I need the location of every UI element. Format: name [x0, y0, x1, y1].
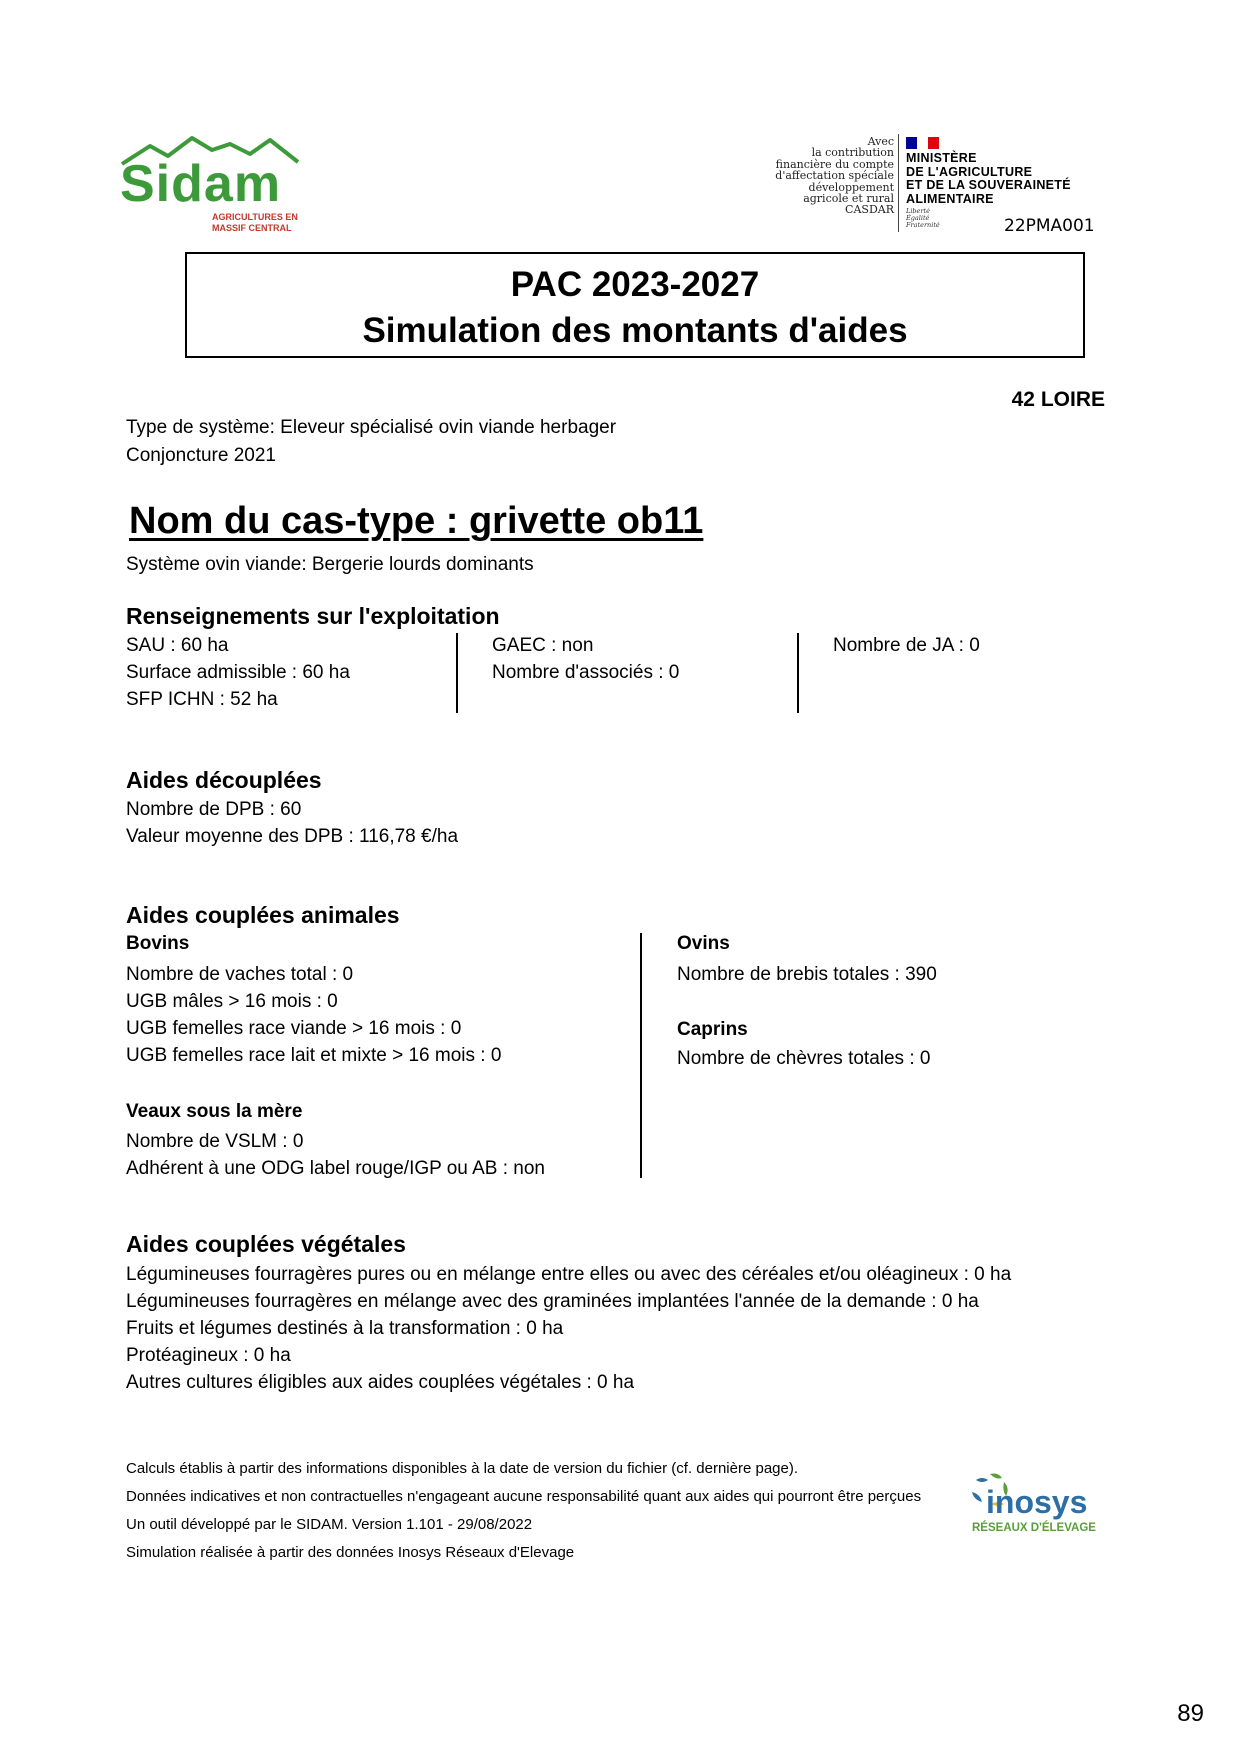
exploitation-col1 [126, 632, 350, 713]
sidam-logo-tagline-2: MASSIF CENTRAL [212, 223, 292, 233]
decoupled-item: Nombre de DPB : 60 [126, 799, 302, 820]
vegetal-item: Légumineuses fourragères en mélange avec des graminées implantées l'année de la demande : 0 ha [126, 1291, 979, 1312]
exploitation-item: GAEC : non [492, 635, 594, 656]
vegetal-list [126, 1261, 1011, 1396]
bovins-heading: Bovins [126, 933, 190, 954]
ministry-line: ET DE LA SOUVERAINETÉ [906, 178, 1071, 192]
casdar-line: financière du compte [775, 157, 894, 171]
ovins-heading: Ovins [677, 933, 730, 954]
ministry-line: ALIMENTAIRE [906, 191, 994, 206]
ministry-line: MINISTÈRE [906, 151, 977, 165]
vegetal-item: Fruits et légumes destinés à la transformation : 0 ha [126, 1318, 564, 1339]
page-title: PAC 2023-2027 [510, 265, 760, 304]
republic-motto [906, 208, 940, 229]
decoupled-heading: Aides découplées [126, 767, 322, 793]
case-system: Système ovin viande: Bergerie lourds dominants [126, 554, 534, 575]
decoupled-item: Valeur moyenne des DPB : 116,78 €/ha [126, 826, 459, 847]
motto-line: Fraternité [906, 221, 940, 229]
column-divider [640, 933, 642, 1178]
sidam-logo [120, 132, 300, 237]
exploitation-heading: Renseignements sur l'exploitation [126, 603, 500, 629]
ministry-line: DE L'AGRICULTURE [906, 164, 1033, 179]
document-code: 22PMA001 [1004, 216, 1095, 236]
bovins-item: UGB femelles race viande > 16 mois : 0 [126, 1018, 462, 1039]
sidam-logo-name: Sidam [120, 155, 282, 213]
footer-note: Un outil développé par le SIDAM. Version 1.101 - 29/08/2022 [126, 1516, 533, 1533]
casdar-line: Avec [867, 135, 894, 148]
bovins-item: Nombre de vaches total : 0 [126, 964, 354, 985]
footer-note: Simulation réalisée à partir des données Inosys Réseaux d'Elevage [126, 1544, 575, 1561]
exploitation-col3 [833, 632, 980, 659]
casdar-line: d'affectation spéciale [775, 169, 894, 183]
animal-heading: Aides couplées animales [126, 902, 400, 928]
casdar-line: CASDAR [845, 203, 894, 217]
footer-note: Calculs établis à partir des informations disponibles à la date de version du fichier (cf. dernière page). [126, 1460, 799, 1477]
bovins-item: UGB mâles > 16 mois : 0 [126, 991, 338, 1012]
title-box [185, 252, 1085, 358]
inosys-logo [968, 1470, 1108, 1540]
marianne-flag-icon [906, 136, 940, 148]
caprins-heading: Caprins [677, 1019, 748, 1040]
conjoncture: Conjoncture 2021 [126, 445, 276, 466]
casdar-line: agricole et rural [803, 192, 894, 206]
casdar-divider [898, 134, 899, 232]
motto-line: Liberté [906, 207, 930, 215]
exploitation-item: Surface admissible : 60 ha [126, 662, 350, 683]
system-type: Type de système: Eleveur spécialisé ovin viande herbager [126, 417, 617, 438]
ovins-item: Nombre de brebis totales : 390 [677, 964, 937, 985]
veaux-item: Nombre de VSLM : 0 [126, 1131, 304, 1152]
footer-note: Données indicatives et non contractuelles n'engageant aucune responsabilité quant aux aides qui pourront être perçues [126, 1488, 922, 1505]
column-divider [797, 633, 799, 713]
veaux-heading: Veaux sous la mère [126, 1101, 303, 1122]
vegetal-item: Protéagineux : 0 ha [126, 1345, 291, 1366]
exploitation-item: Nombre d'associés : 0 [492, 662, 680, 683]
vegetal-heading: Aides couplées végétales [126, 1231, 406, 1257]
casdar-text [775, 136, 894, 216]
vegetal-item: Autres cultures éligibles aux aides couplées végétales : 0 ha [126, 1372, 635, 1393]
exploitation-item: Nombre de JA : 0 [833, 635, 980, 656]
veaux-item: Adhérent à une ODG label rouge/IGP ou AB : non [126, 1158, 545, 1179]
bovins-list [126, 961, 501, 1069]
footer-notes [126, 1455, 956, 1567]
caprins-item: Nombre de chèvres totales : 0 [677, 1048, 931, 1069]
inosys-logo-subtitle: RÉSEAUX D'ÉLEVAGE [972, 1522, 1096, 1534]
exploitation-col2 [492, 632, 679, 686]
sidam-logo-tagline-1: AGRICULTURES EN [212, 212, 298, 222]
page-number: 89 [1177, 1700, 1204, 1727]
casdar-line: développement [808, 180, 894, 194]
inosys-logo-name: inosys [986, 1484, 1088, 1520]
exploitation-item: SFP ICHN : 52 ha [126, 689, 278, 710]
veaux-list [126, 1128, 545, 1182]
motto-line: Égalité [906, 214, 930, 222]
ovins-list [677, 961, 937, 988]
page-subtitle: Simulation des montants d'aides [362, 311, 908, 350]
exploitation-item: SAU : 60 ha [126, 635, 229, 656]
case-name: Nom du cas-type : grivette ob11 [129, 500, 704, 542]
caprins-list [677, 1045, 930, 1072]
department-label: 42 LOIRE [1011, 388, 1105, 411]
decoupled-list [126, 796, 458, 850]
ministry-name [906, 152, 1071, 206]
bovins-item: UGB femelles race lait et mixte > 16 mois : 0 [126, 1045, 502, 1066]
vegetal-item: Légumineuses fourragères pures ou en mélange entre elles ou avec des céréales et/ou oléagineux : 0 ha [126, 1264, 1012, 1285]
column-divider [456, 633, 458, 713]
casdar-line: la contribution [811, 146, 894, 160]
